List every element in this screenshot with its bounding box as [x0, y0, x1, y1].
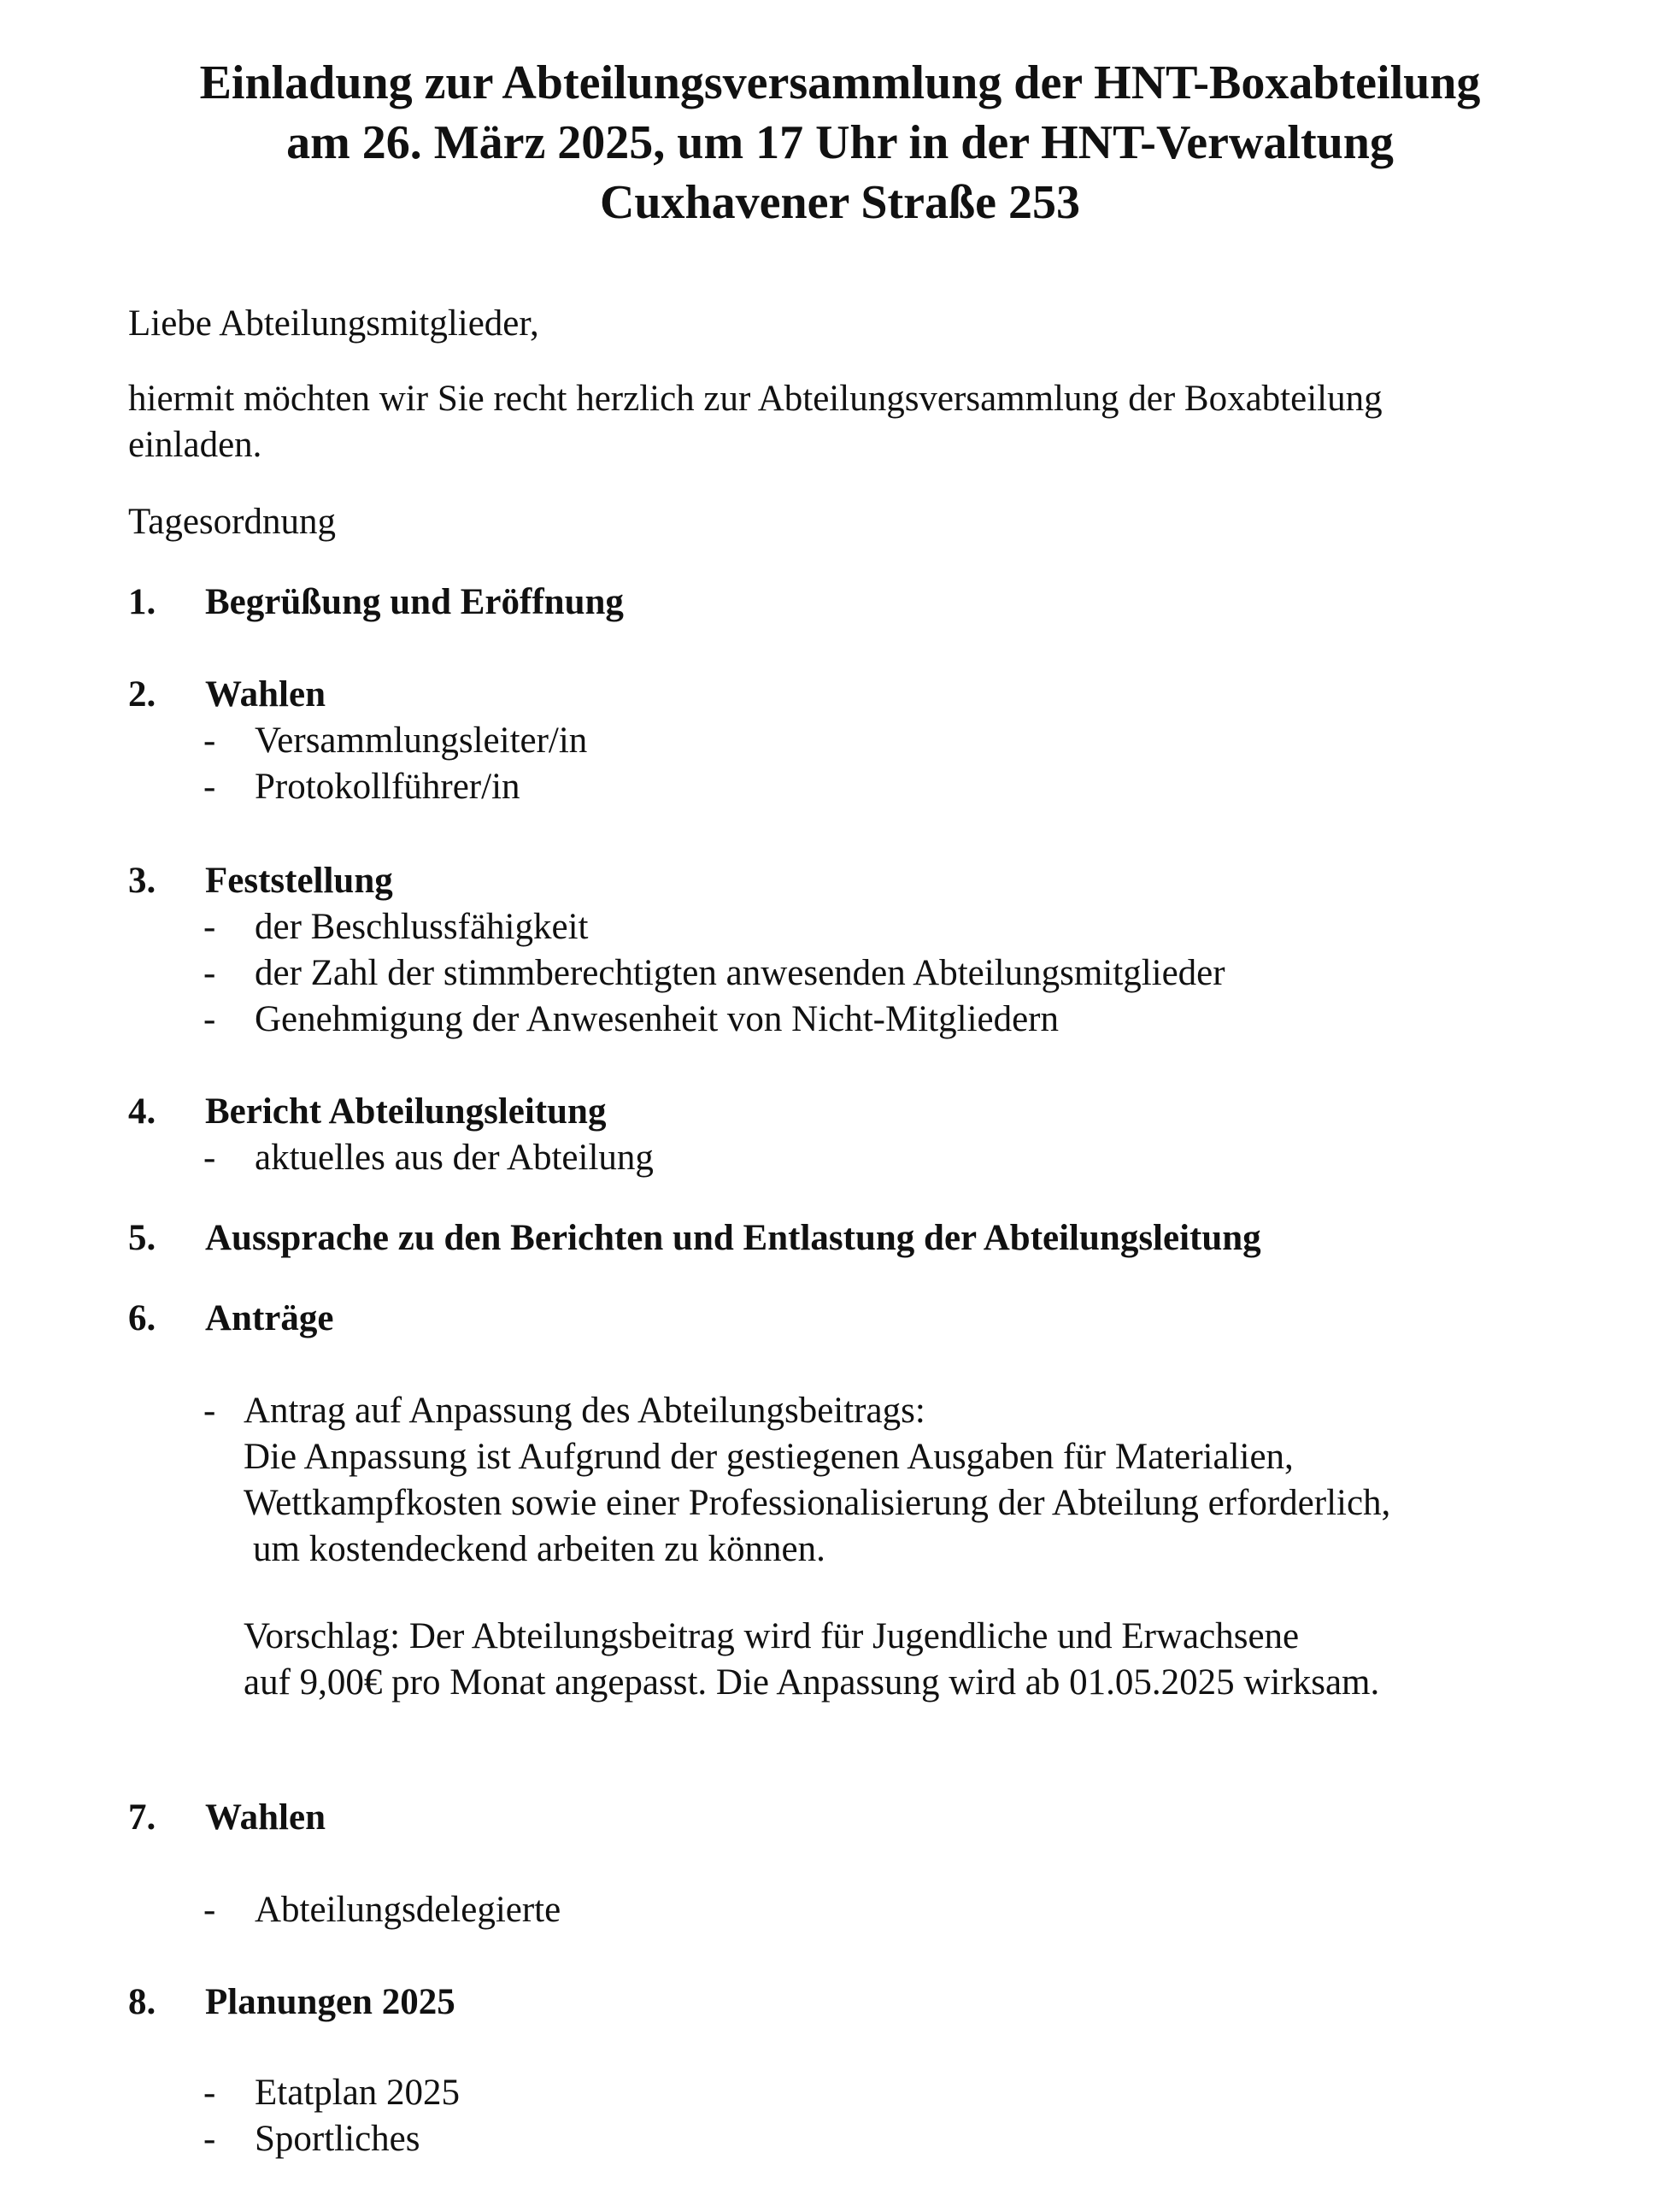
agenda-item-title: Feststellung — [205, 861, 393, 901]
bullet-dash: - — [203, 999, 216, 1039]
bullet-dash: - — [203, 1890, 216, 1930]
agenda-label: Tagesordnung — [128, 502, 336, 542]
invite-text-line: einladen. — [128, 425, 262, 465]
title-line: Einladung zur Abteilungsversammlung der HNT-Boxabteilung — [199, 56, 1481, 109]
agenda-subitem: Sportliches — [255, 2119, 420, 2159]
document-title — [0, 53, 1680, 232]
agenda-subitem: aktuelles aus der Abteilung — [255, 1138, 654, 1178]
agenda-item-title: Anträge — [205, 1298, 334, 1338]
bullet-dash: - — [203, 2119, 216, 2159]
bullet-dash: - — [203, 907, 216, 947]
antrag-text-line: um kostendeckend arbeiten zu können. — [253, 1529, 825, 1569]
agenda-item-title: Planungen 2025 — [205, 1982, 455, 2022]
agenda-item-title: Wahlen — [205, 1797, 326, 1838]
agenda-subitem: Versammlungsleiter/in — [255, 721, 588, 761]
antrag-text-line: Wettkampfkosten sowie einer Professionalisierung der Abteilung erforderlich, — [244, 1483, 1391, 1523]
antrag-proposal-line: auf 9,00€ pro Monat angepasst. Die Anpassung wird ab 01.05.2025 wirksam. — [244, 1662, 1380, 1703]
invite-text-line: hiermit möchten wir Sie recht herzlich zur Abteilungsversammlung der Boxabteilung — [128, 379, 1383, 419]
agenda-subitem: Abteilungsdelegierte — [255, 1890, 561, 1930]
agenda-subitem: der Zahl der stimmberechtigten anwesenden Abteilungsmitglieder — [255, 953, 1225, 993]
agenda-item-title: Wahlen — [205, 674, 326, 715]
agenda-subitem: der Beschlussfähigkeit — [255, 907, 589, 947]
agenda-item-title: Aussprache zu den Berichten und Entlastung der Abteilungsleitung — [205, 1218, 1261, 1258]
agenda-subitem: Protokollführer/in — [255, 767, 520, 807]
agenda-subitem: Genehmigung der Anwesenheit von Nicht-Mitgliedern — [255, 999, 1060, 1039]
agenda-item-number: 4. — [128, 1091, 156, 1132]
title-line: Cuxhavener Straße 253 — [599, 176, 1081, 229]
agenda-item-number: 3. — [128, 861, 156, 901]
bullet-dash: - — [203, 721, 216, 761]
agenda-item-number: 8. — [128, 1982, 156, 2022]
bullet-dash: - — [203, 1138, 216, 1178]
agenda-item-title: Begrüßung und Eröffnung — [205, 582, 624, 622]
greeting: Liebe Abteilungsmitglieder, — [128, 303, 539, 344]
agenda-item-number: 2. — [128, 674, 156, 715]
title-line: am 26. März 2025, um 17 Uhr in der HNT-Verwaltung — [286, 116, 1394, 169]
agenda-item-number: 7. — [128, 1797, 156, 1838]
agenda-item-title: Bericht Abteilungsleitung — [205, 1091, 607, 1132]
antrag-proposal-line: Vorschlag: Der Abteilungsbeitrag wird für Jugendliche und Erwachsene — [244, 1616, 1300, 1656]
antrag-text-line: Die Anpassung ist Aufgrund der gestiegenen Ausgaben für Materialien, — [244, 1437, 1294, 1477]
bullet-dash: - — [203, 767, 216, 807]
agenda-subitem: Etatplan 2025 — [255, 2073, 461, 2113]
agenda-item-number: 1. — [128, 582, 156, 622]
antrag-text-line: Antrag auf Anpassung des Abteilungsbeitrags: — [244, 1391, 925, 1431]
bullet-dash: - — [203, 2073, 216, 2113]
agenda-item-number: 5. — [128, 1218, 156, 1258]
bullet-dash: - — [203, 1391, 216, 1431]
bullet-dash: - — [203, 953, 216, 993]
agenda-item-number: 6. — [128, 1298, 156, 1338]
